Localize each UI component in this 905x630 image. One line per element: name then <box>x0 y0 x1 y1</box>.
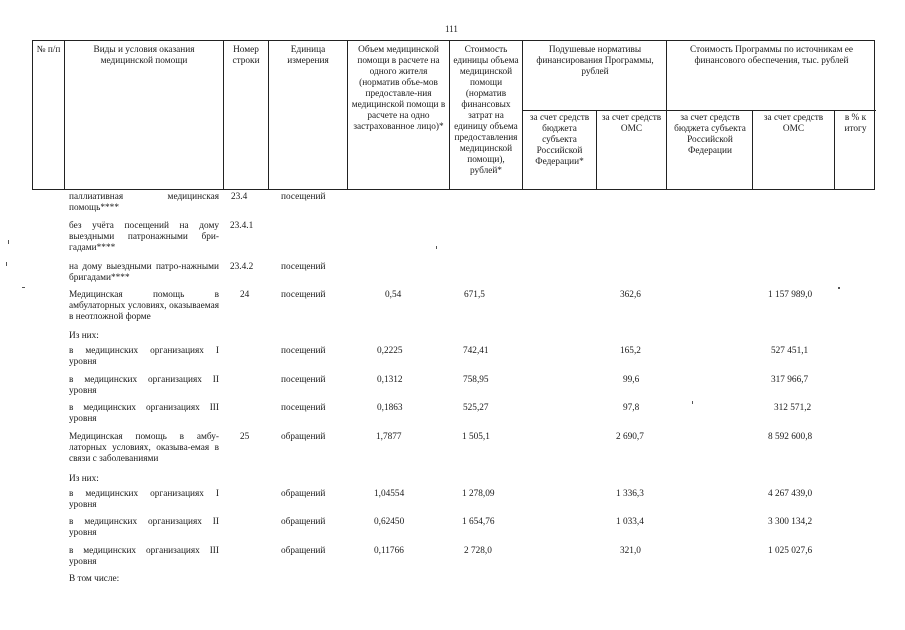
scan-speck <box>436 246 437 249</box>
row-prog-budget: 3 300 134,2 <box>768 517 813 527</box>
row-unit: посещений <box>281 403 326 413</box>
row-desc: в медицинских организациях II уровня <box>69 375 219 396</box>
row-desc: в медицинских организациях III уровня <box>69 403 219 424</box>
row-volume: 1,04554 <box>374 489 405 499</box>
header-row-no: Номер строки <box>232 45 260 66</box>
header-prog-group: Стоимость Программы по источникам ее финансового обеспечения, тыс. рублей <box>689 45 854 66</box>
scan-speck <box>8 240 9 244</box>
page-number: 111 <box>445 24 458 34</box>
row-unit: посещений <box>281 290 326 300</box>
header-percap-oms: за счет средств ОМС <box>601 113 662 134</box>
row-percap-budget: 362,6 <box>620 290 641 300</box>
row-unit: посещений <box>281 192 326 202</box>
row-desc: В том числе: <box>69 574 120 584</box>
row-cost: 525,27 <box>463 403 489 413</box>
row-desc: на дому выездными патро-нажными бригадами**** <box>69 262 219 283</box>
row-cost: 671,5 <box>464 290 485 300</box>
row-cost: 2 728,0 <box>464 546 492 556</box>
row-cost: 1 654,76 <box>462 517 495 527</box>
row-cost: 758,95 <box>463 375 489 385</box>
row-unit: обращений <box>281 432 326 442</box>
row-unit: обращений <box>281 546 326 556</box>
header-prog-pct: в % к итогу <box>844 113 867 134</box>
row-desc: в медицинских организациях II уровня <box>69 517 219 538</box>
row-desc: паллиативная медицинская помощь**** <box>69 192 219 213</box>
row-cost: 1 278,09 <box>462 489 495 499</box>
row-cost: 1 505,1 <box>462 432 490 442</box>
header-percap-group: Подушевые нормативы финансирования Программы, рублей <box>536 45 654 77</box>
row-volume: 0,62450 <box>374 517 405 527</box>
header-kind: Виды и условия оказания медицинской помощи <box>93 45 195 66</box>
row-volume: 0,54 <box>385 290 402 300</box>
row-desc: Из них: <box>69 474 99 484</box>
row-prog-budget: 527 451,1 <box>771 346 809 356</box>
row-percap-budget: 1 033,4 <box>616 517 644 527</box>
row-cost: 742,41 <box>463 346 489 356</box>
row-prog-budget: 8 592 600,8 <box>768 432 813 442</box>
row-percap-budget: 165,2 <box>620 346 641 356</box>
header-unit: Единица измерения <box>287 45 329 66</box>
row-unit: посещений <box>281 262 326 272</box>
row-desc: без учёта посещений на дому выездными патронажными бри-гадами**** <box>69 221 219 253</box>
header-cost: Стоимость единицы объема медицинской помощи (норматив финансовых затрат на единицу объема предоставления медицинской помощи), рублей* <box>453 45 519 176</box>
row-number: 25 <box>240 432 250 442</box>
row-volume: 1,7877 <box>376 432 402 442</box>
row-percap-budget: 1 336,3 <box>616 489 644 499</box>
row-prog-budget: 317 966,7 <box>771 375 809 385</box>
row-number: 24 <box>240 290 250 300</box>
row-desc: Медицинская помощь в амбулаторных условиях, оказываемая в неотложной форме <box>69 290 219 322</box>
row-unit: обращений <box>281 517 326 527</box>
header-percap-budget: за счет средств бюджета субъекта Российской Федерации* <box>529 113 590 167</box>
scan-speck <box>692 401 693 404</box>
row-percap-budget: 99,6 <box>623 375 640 385</box>
row-desc: Из них: <box>69 331 99 341</box>
row-unit: посещений <box>281 375 326 385</box>
header-prog-oms: за счет средств ОМС <box>763 113 824 134</box>
scan-speck <box>838 287 840 289</box>
scan-speck <box>6 262 7 266</box>
row-unit: посещений <box>281 346 326 356</box>
row-prog-budget: 1 025 027,6 <box>768 546 813 556</box>
row-prog-budget: 4 267 439,0 <box>768 489 813 499</box>
table-header <box>32 40 875 190</box>
row-desc: Медицинская помощь в амбу-латорных условиях, оказыва-емая в связи с заболеваниями <box>69 432 219 464</box>
row-percap-budget: 321,0 <box>620 546 641 556</box>
row-number: 23.4.2 <box>230 262 254 272</box>
row-desc: в медицинских организациях I уровня <box>69 346 219 367</box>
row-percap-budget: 2 690,7 <box>616 432 644 442</box>
row-volume: 0,11766 <box>374 546 404 556</box>
row-prog-budget: 1 157 989,0 <box>768 290 813 300</box>
row-unit: обращений <box>281 489 326 499</box>
header-num: № п/п <box>36 45 61 55</box>
header-prog-budget: за счет средств бюджета субъекта Российской Федерации <box>674 113 746 156</box>
header-volume: Объем медицинской помощи в расчете на одного жителя (норматив объе-мов предоставле-ния медицинской помощи в расчете на одно застрахованное лицо)* <box>351 45 446 132</box>
row-volume: 0,1312 <box>377 375 403 385</box>
row-volume: 0,1863 <box>377 403 403 413</box>
row-volume: 0,2225 <box>377 346 403 356</box>
row-prog-budget: 312 571,2 <box>774 403 812 413</box>
row-number: 23.4.1 <box>230 221 254 231</box>
row-percap-budget: 97,8 <box>623 403 640 413</box>
row-desc: в медицинских организациях I уровня <box>69 489 219 510</box>
row-number: 23.4 <box>231 192 248 202</box>
row-desc: в медицинских организациях III уровня <box>69 546 219 567</box>
scan-speck <box>22 287 25 288</box>
